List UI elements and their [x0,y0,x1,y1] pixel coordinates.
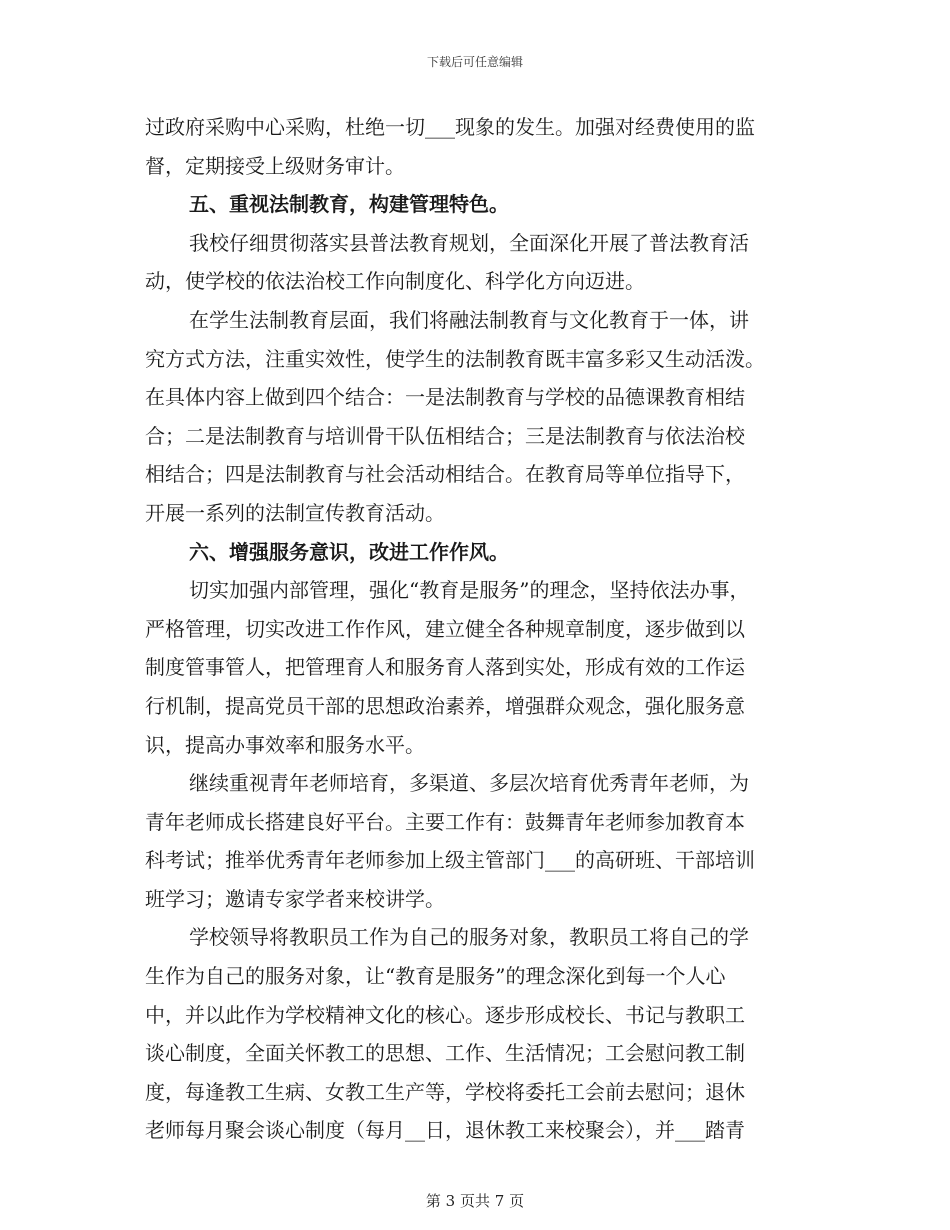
section-heading-5: 五、重视法制教育，构建管理特色。 [189,192,509,217]
page-number: 第 3 页共 7 页 [425,1192,525,1210]
body-line: 度，每逢教工生病、女教工生产等，学校将委托工会前去慰问；退休 [145,1079,745,1104]
body-line: 究方式方法，注重实效性，使学生的法制教育既丰富多彩又生动活泼。 [145,346,765,371]
body-line: 切实加强内部管理，强化“教育是服务”的理念，坚持依法办事， [189,578,750,603]
body-line: 班学习；邀请专家学者来校讲学。 [145,886,445,911]
body-line: 继续重视青年老师培育，多渠道、多层次培育优秀青年老师，为 [189,771,749,796]
body-line: 老师每月聚会谈心制度（每月__日，退休教工来校聚会），并___踏青 [145,1118,745,1143]
body-line: 行机制，提高党员干部的思想政治素养，增强群众观念，强化服务意 [145,693,745,718]
body-line: 在学生法制教育层面，我们将融法制教育与文化教育于一体，讲 [189,307,749,332]
body-line: 开展一系列的法制宣传教育活动。 [145,500,445,525]
body-line: 在具体内容上做到四个结合：一是法制教育与学校的品德课教育相结 [145,385,745,410]
body-line: 严格管理，切实改进工作作风，建立健全各种规章制度，逐步做到以 [145,616,745,641]
body-line: 中，并以此作为学校精神文化的核心。逐步形成校长、书记与教职工 [145,1002,745,1027]
body-line: 相结合；四是法制教育与社会活动相结合。在教育局等单位指导下， [145,462,745,487]
body-line: 合；二是法制教育与培训骨干队伍相结合；三是法制教育与依法治校 [145,423,745,448]
body-line: 青年老师成长搭建良好平台。主要工作有：鼓舞青年老师参加教育本 [145,809,745,834]
body-line: 生作为自己的服务对象，让“教育是服务”的理念深化到每一个人心 [145,964,726,989]
body-line: 督，定期接受上级财务审计。 [145,153,405,178]
body-line: 过政府采购中心采购，杜绝一切___现象的发生。加强对经费使用的监 [145,115,755,139]
section-heading-6: 六、增强服务意识，改进工作作风。 [189,539,509,564]
body-line: 学校领导将教职员工作为自己的服务对象，教职员工将自己的学 [189,925,749,950]
document-body [145,108,810,1150]
body-line: 我校仔细贯彻落实县普法教育规划，全面深化开展了普法教育活 [189,230,749,255]
body-line: 制度管事管人，把管理育人和服务育人落到实处，形成有效的工作运 [145,655,745,680]
body-line: 科考试；推举优秀青年老师参加上级主管部门___的高研班、干部培训 [145,848,755,873]
body-line: 动，使学校的依法治校工作向制度化、科学化方向迈进。 [145,269,645,294]
body-line: 识，提高办事效率和服务水平。 [145,732,425,757]
page-header: 下载后可任意编辑 [426,55,523,69]
body-line: 谈心制度，全面关怀教工的思想、工作、生活情况；工会慰问教工制 [145,1041,745,1066]
